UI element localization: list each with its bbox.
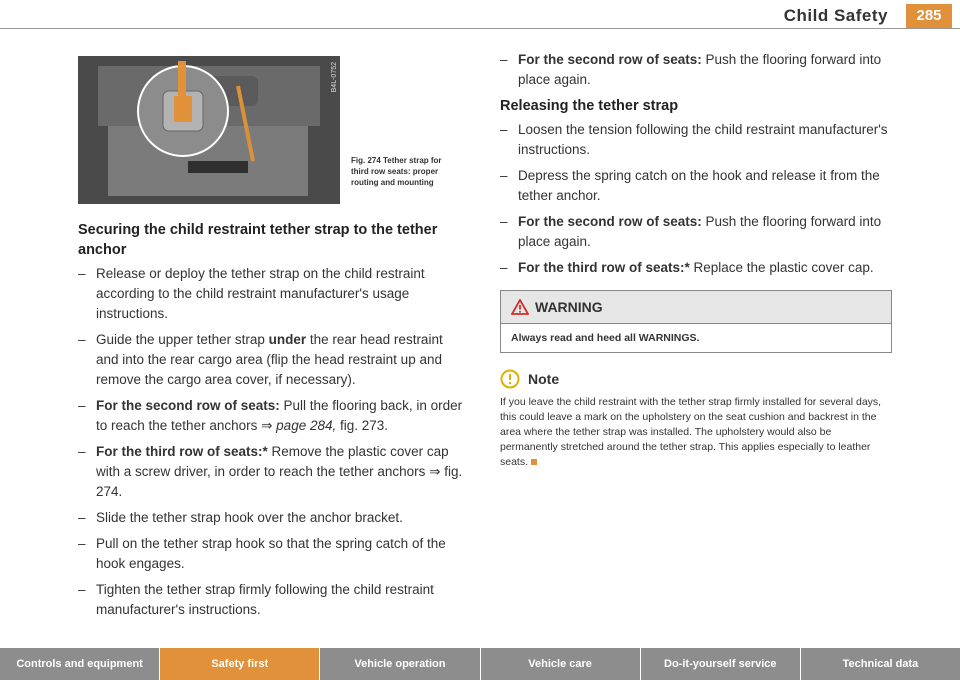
list-item: [500, 212, 892, 252]
list-item: [500, 258, 892, 278]
header-divider: [0, 28, 960, 29]
figure-image: [78, 56, 340, 204]
step-text: Pull on the tether strap hook so that the spring catch of the hook engages.: [96, 536, 446, 571]
step-label: For the second row of seats:: [518, 214, 702, 229]
note-body: [500, 395, 892, 470]
list-item: [500, 50, 892, 90]
note-text: If you leave the child restraint with the tether strap firmly installed for several days, this could leave a mark on the upholstery on the seat cushion and backrest in the area where the tether strap was installed. The upholstery would also be permanently stretched around the tether strap. This applies especially to leather seats.: [500, 396, 882, 468]
figure-code: B4L-0752: [331, 62, 338, 93]
step-label: For the second row of seats:: [518, 52, 702, 67]
page-title: Child Safety: [783, 6, 888, 25]
list-item: [500, 120, 892, 160]
cargo-area-illustration: [78, 56, 340, 204]
warning-box: [500, 290, 892, 353]
note-header: [500, 369, 892, 389]
list-item: [78, 264, 468, 324]
warning-title: WARNING: [535, 299, 603, 315]
right-column: [500, 50, 892, 470]
list-item: [78, 580, 468, 620]
step-text: Guide the upper tether strap: [96, 332, 269, 347]
step-emphasis: under: [268, 332, 307, 347]
step-text: fig. 273.: [336, 418, 389, 433]
releasing-steps: [500, 120, 892, 278]
step-text: Push the flooring forward into place again.: [518, 52, 882, 87]
end-square-icon: [531, 459, 537, 465]
step-text: Pull the flooring back, in order to reach the tether anchors ⇒: [96, 398, 463, 433]
list-item: [78, 442, 468, 502]
step-text: Push the flooring forward into place again.: [518, 214, 882, 249]
step-text: Depress the spring catch on the hook and release it from the tether anchor.: [518, 168, 880, 203]
figure-caption: Fig. 274 Tether strap for third row seats: proper routing and mounting: [351, 156, 442, 187]
step-label: For the third row of seats:*: [518, 260, 690, 275]
warning-triangle-icon: [511, 299, 529, 315]
step-text: Release or deploy the tether strap on the child restraint according to the child restraint manufacturer's usage instructions.: [96, 266, 425, 321]
note-info-icon: [500, 369, 520, 389]
step-text: Loosen the tension following the child restraint manufacturer's instructions.: [518, 122, 888, 157]
list-item: [500, 166, 892, 206]
nav-tab-diy-service[interactable]: Do-it-yourself service: [641, 648, 801, 680]
warning-text: Always read and heed all WARNINGS.: [501, 323, 891, 352]
step-text: Replace the plastic cover cap.: [689, 260, 874, 275]
step-text: Slide the tether strap hook over the anchor bracket.: [96, 510, 403, 525]
nav-tab-vehicle-care[interactable]: Vehicle care: [481, 648, 641, 680]
securing-steps: [78, 264, 468, 620]
nav-tab-safety[interactable]: Safety first: [160, 648, 320, 680]
page-number: 285: [906, 4, 952, 28]
section-heading-releasing: Releasing the tether strap: [500, 98, 679, 114]
list-item: [78, 396, 468, 436]
step-label: For the second row of seats:: [96, 398, 280, 413]
note-title: Note: [528, 371, 560, 387]
step-text: the rear head restraint and into the rear cargo area (flip the head restraint up and remove the cargo area cover, if necessary).: [96, 332, 443, 387]
list-item: [78, 508, 468, 528]
left-column: [78, 220, 468, 626]
step-text: Remove the plastic cover cap with a screw driver, in order to reach the tether anchors ⇒ fig. 274.: [96, 444, 463, 499]
nav-tab-vehicle-operation[interactable]: Vehicle operation: [320, 648, 480, 680]
list-item: [78, 330, 468, 390]
nav-tab-technical-data[interactable]: Technical data: [801, 648, 960, 680]
list-item: [78, 534, 468, 574]
page-reference-link[interactable]: page 284,: [276, 418, 337, 433]
section-heading-securing: Securing the child restraint tether strap to the tether anchor: [78, 222, 438, 258]
warning-header: [501, 291, 891, 323]
step-text: Tighten the tether strap firmly following the child restraint manufacturer's instructions.: [96, 582, 434, 617]
continued-steps: [500, 50, 892, 90]
step-label: For the third row of seats:*: [96, 444, 268, 459]
nav-tab-controls[interactable]: Controls and equipment: [0, 648, 160, 680]
footer-nav: [0, 648, 960, 680]
